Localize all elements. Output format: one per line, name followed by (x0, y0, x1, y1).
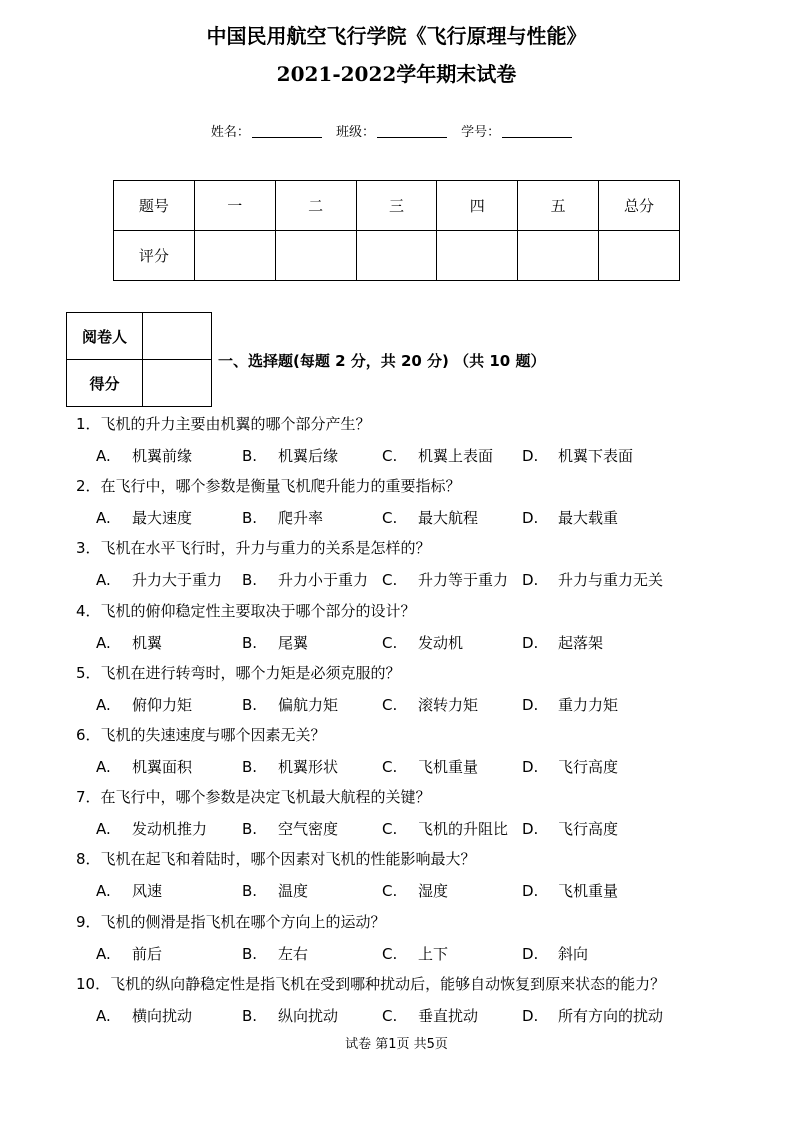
answer-option[interactable] (96, 1006, 192, 1026)
answer-option[interactable] (382, 757, 478, 777)
option-key: B. (242, 634, 258, 652)
option-text: 湿度 (418, 882, 449, 900)
question-stem: 2．在飞行中，哪个参数是衡量飞机爬升能力的重要指标？ (76, 477, 461, 495)
option-text: 机翼后缘 (278, 447, 339, 465)
option-text: 机翼形状 (278, 758, 339, 776)
question-options (96, 944, 716, 964)
option-text: 最大速度 (132, 509, 193, 527)
option-text: 俯仰力矩 (132, 696, 193, 714)
option-key: A. (96, 820, 111, 838)
option-key: A. (96, 696, 111, 714)
answer-option[interactable] (242, 1006, 338, 1026)
option-text: 升力大于重力 (132, 571, 223, 589)
option-key: D. (522, 758, 539, 776)
question-options (96, 881, 716, 901)
option-text: 滚转力矩 (418, 696, 479, 714)
question-options (96, 695, 716, 715)
option-key: B. (242, 945, 258, 963)
option-text: 发动机推力 (132, 820, 208, 838)
name-blank[interactable] (252, 125, 322, 138)
answer-option[interactable] (242, 633, 308, 653)
option-key: D. (522, 696, 539, 714)
score-header-cell: 四 (437, 181, 518, 231)
question-options (96, 633, 716, 653)
name-label: 姓名： (210, 125, 250, 140)
option-key: B. (242, 571, 258, 589)
section-heading: 一、选择题(每题 2 分，共 20 分) （共 10 题） (218, 352, 546, 370)
option-text: 上下 (418, 945, 449, 963)
option-key: C. (382, 882, 398, 900)
answer-option[interactable] (382, 446, 493, 466)
exam-subtitle: 2021-2022学年期末试卷 (276, 62, 517, 86)
question-stem: 9．飞机的侧滑是指飞机在哪个方向上的运动？ (76, 913, 386, 931)
question-stem: 1．飞机的升力主要由机翼的哪个部分产生？ (76, 415, 371, 433)
option-text: 机翼面积 (132, 758, 193, 776)
answer-option[interactable] (96, 508, 192, 528)
section-score-label: 得分 (67, 360, 143, 407)
question-options (96, 508, 716, 528)
option-text: 机翼下表面 (558, 447, 634, 465)
id-blank[interactable] (502, 125, 572, 138)
question-options (96, 570, 716, 590)
answer-option[interactable] (522, 819, 618, 839)
option-key: B. (242, 509, 258, 527)
class-blank[interactable] (377, 125, 447, 138)
option-text: 机翼上表面 (418, 447, 494, 465)
section-score-cell[interactable] (143, 360, 212, 407)
score-cell[interactable] (437, 231, 518, 281)
score-cell[interactable] (356, 231, 437, 281)
answer-option[interactable] (522, 570, 663, 590)
reviewer-cell[interactable] (143, 313, 212, 360)
answer-option[interactable] (522, 633, 603, 653)
question-stem: 7．在飞行中，哪个参数是决定飞机最大航程的关键？ (76, 788, 431, 806)
option-text: 纵向扰动 (278, 1007, 339, 1025)
answer-option[interactable] (382, 819, 508, 839)
option-key: A. (96, 1007, 111, 1025)
answer-option[interactable] (242, 570, 368, 590)
option-key: A. (96, 945, 111, 963)
score-header-cell: 一 (194, 181, 275, 231)
option-key: A. (96, 571, 111, 589)
class-label: 班级： (335, 125, 375, 140)
question-stem: 4．飞机的俯仰稳定性主要取决于哪个部分的设计？ (76, 602, 416, 620)
answer-option[interactable] (382, 881, 448, 901)
question-stem: 5．飞机在进行转弯时，哪个力矩是必须克服的？ (76, 664, 401, 682)
option-text: 尾翼 (278, 634, 309, 652)
score-cell[interactable] (275, 231, 356, 281)
option-key: D. (522, 571, 539, 589)
score-header-cell: 题号 (114, 181, 195, 231)
answer-option[interactable] (382, 508, 478, 528)
option-key: C. (382, 1007, 398, 1025)
option-text: 偏航力矩 (278, 696, 339, 714)
answer-option[interactable] (96, 757, 192, 777)
option-text: 前后 (132, 945, 163, 963)
option-key: B. (242, 696, 258, 714)
option-key: B. (242, 447, 258, 465)
answer-option[interactable] (382, 1006, 478, 1026)
option-text: 升力与重力无关 (558, 571, 664, 589)
option-key: C. (382, 945, 398, 963)
answer-option[interactable] (382, 570, 508, 590)
answer-option[interactable] (382, 633, 463, 653)
option-text: 最大航程 (418, 509, 479, 527)
question-stem: 6．飞机的失速速度与哪个因素无关？ (76, 726, 326, 744)
option-key: A. (96, 882, 111, 900)
answer-option[interactable] (242, 695, 338, 715)
option-key: D. (522, 1007, 539, 1025)
option-text: 机翼前缘 (132, 447, 193, 465)
option-text: 升力等于重力 (418, 571, 509, 589)
option-key: A. (96, 509, 111, 527)
option-text: 机翼 (132, 634, 163, 652)
option-text: 最大载重 (558, 509, 619, 527)
answer-option[interactable] (522, 881, 618, 901)
option-key: D. (522, 447, 539, 465)
option-key: A. (96, 447, 111, 465)
option-key: C. (382, 696, 398, 714)
option-key: D. (522, 945, 539, 963)
option-key: C. (382, 758, 398, 776)
answer-option[interactable] (96, 881, 162, 901)
score-table (113, 180, 680, 281)
option-text: 温度 (278, 882, 309, 900)
option-key: C. (382, 571, 398, 589)
exam-title: 中国民用航空飞行学院《飞行原理与性能》 (206, 24, 587, 48)
score-cell[interactable] (194, 231, 275, 281)
option-key: D. (522, 820, 539, 838)
reviewer-label: 阅卷人 (67, 313, 143, 360)
option-text: 起落架 (558, 634, 604, 652)
answer-option[interactable] (522, 695, 618, 715)
answer-option[interactable] (382, 944, 448, 964)
option-text: 飞机的升阻比 (418, 820, 509, 838)
score-cell[interactable] (599, 231, 680, 281)
option-text: 所有方向的扰动 (558, 1007, 664, 1025)
score-header-cell: 总分 (599, 181, 680, 231)
option-key: C. (382, 820, 398, 838)
question-options (96, 1006, 716, 1026)
option-key: D. (522, 509, 539, 527)
answer-option[interactable] (242, 944, 308, 964)
page-footer: 试卷 第1页 共5页 (345, 1037, 448, 1052)
option-text: 重力力矩 (558, 696, 619, 714)
score-header-cell: 三 (356, 181, 437, 231)
option-text: 左右 (278, 945, 309, 963)
student-info (0, 124, 793, 142)
option-key: B. (242, 1007, 258, 1025)
score-table-score-row (114, 231, 680, 281)
answer-option[interactable] (522, 757, 618, 777)
score-header-cell: 二 (275, 181, 356, 231)
question-stem: 3．飞机在水平飞行时，升力与重力的关系是怎样的？ (76, 539, 431, 557)
answer-option[interactable] (96, 944, 162, 964)
question-options (96, 819, 716, 839)
option-key: D. (522, 634, 539, 652)
option-text: 飞机重量 (418, 758, 479, 776)
option-key: C. (382, 509, 398, 527)
option-text: 飞行高度 (558, 820, 619, 838)
answer-option[interactable] (96, 695, 192, 715)
option-key: A. (96, 758, 111, 776)
answer-option[interactable] (242, 508, 323, 528)
answer-option[interactable] (382, 695, 478, 715)
score-table-header-row (114, 181, 680, 231)
option-key: B. (242, 882, 258, 900)
grader-box (66, 312, 212, 407)
option-key: D. (522, 882, 539, 900)
answer-option[interactable] (522, 1006, 663, 1026)
option-text: 飞机重量 (558, 882, 619, 900)
option-text: 升力小于重力 (278, 571, 369, 589)
answer-option[interactable] (522, 508, 618, 528)
score-cell[interactable] (518, 231, 599, 281)
answer-option[interactable] (96, 446, 192, 466)
option-text: 飞行高度 (558, 758, 619, 776)
answer-option[interactable] (522, 944, 588, 964)
option-text: 空气密度 (278, 820, 339, 838)
answer-option[interactable] (242, 757, 338, 777)
answer-option[interactable] (96, 570, 222, 590)
option-key: C. (382, 634, 398, 652)
answer-option[interactable] (96, 633, 162, 653)
option-text: 发动机 (418, 634, 464, 652)
score-row-label: 评分 (114, 231, 195, 281)
question-stem: 8．飞机在起飞和着陆时，哪个因素对飞机的性能影响最大？ (76, 850, 476, 868)
answer-option[interactable] (522, 446, 633, 466)
option-key: A. (96, 634, 111, 652)
question-stem: 10．飞机的纵向静稳定性是指飞机在受到哪种扰动后，能够自动恢复到原来状态的能力？ (76, 975, 666, 993)
option-key: B. (242, 758, 258, 776)
answer-option[interactable] (242, 446, 338, 466)
question-options (96, 446, 716, 466)
option-text: 横向扰动 (132, 1007, 193, 1025)
answer-option[interactable] (96, 819, 207, 839)
option-text: 爬升率 (278, 509, 324, 527)
question-options (96, 757, 716, 777)
option-text: 斜向 (558, 945, 589, 963)
id-label: 学号： (461, 125, 501, 140)
option-text: 风速 (132, 882, 163, 900)
score-header-cell: 五 (518, 181, 599, 231)
answer-option[interactable] (242, 819, 338, 839)
option-text: 垂直扰动 (418, 1007, 479, 1025)
option-key: B. (242, 820, 258, 838)
option-key: C. (382, 447, 398, 465)
answer-option[interactable] (242, 881, 308, 901)
